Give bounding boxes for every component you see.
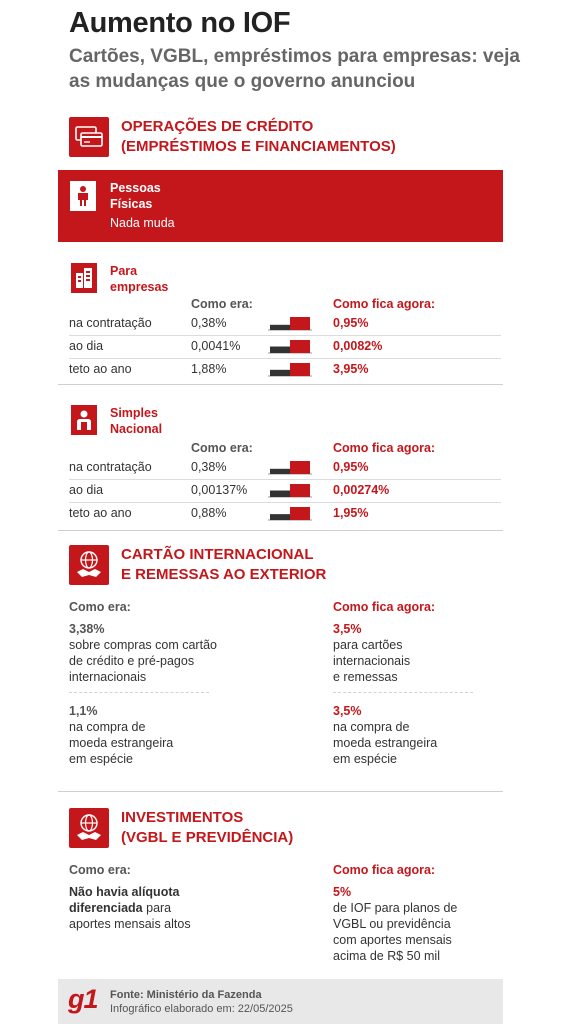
pf-text: Nada muda (110, 216, 175, 230)
card-before-text: em espécie (69, 752, 133, 766)
row-label: teto ao ano (69, 362, 132, 376)
footer-source: Fonte: Ministério da Fazenda (110, 989, 262, 1001)
after-bar (290, 507, 310, 520)
row-label: na contratação (69, 316, 152, 330)
invest-col-before: Como era: (69, 863, 131, 877)
row-label: na contratação (69, 460, 152, 474)
dashed-divider (69, 692, 209, 693)
comparison-bars (268, 314, 314, 332)
invest-before-bold: diferenciada (69, 901, 143, 915)
invest-before-text: Não havia alíquota (69, 885, 180, 899)
g1-logo: g1 (68, 984, 98, 1014)
comparison-bars (268, 481, 314, 499)
row-divider (69, 479, 501, 480)
divider (58, 530, 503, 531)
card-before-1 (69, 599, 217, 685)
row-divider (69, 335, 501, 336)
after-bar (290, 340, 310, 353)
invest-after-text: VGBL ou previdência (333, 917, 451, 931)
person-icon (70, 181, 96, 211)
comparison-bars (268, 504, 314, 522)
card-before-text: na compra de (69, 720, 146, 734)
invest-after-text: acima de R$ 50 mil (333, 949, 440, 963)
credit-section-title-1: OPERAÇÕES DE CRÉDITO (121, 118, 314, 135)
invest-col-after: Como fica agora: (333, 863, 436, 877)
row-label: ao dia (69, 483, 104, 497)
table-row (69, 481, 509, 501)
card-before-text: moeda estrangeira (69, 736, 174, 750)
card-after-1 (333, 599, 435, 685)
shop-icon (71, 405, 97, 435)
table-row (69, 458, 509, 478)
simples-title-2: Nacional (110, 422, 163, 436)
footer-credit: Infográfico elaborado em: 22/05/2025 (110, 1003, 293, 1015)
divider (58, 791, 503, 792)
row-label: teto ao ano (69, 506, 132, 520)
invest-section-title-1: INVESTIMENTOS (121, 809, 244, 826)
before-bar (270, 370, 290, 376)
card-before-value-2: 1,1% (69, 704, 98, 718)
invest-section-header (69, 808, 293, 848)
invest-after (333, 862, 457, 964)
table-row (69, 314, 509, 334)
credit-card-icon (69, 117, 109, 157)
comparison-bars (268, 337, 314, 355)
before-value: 0,0041% (191, 339, 241, 353)
before-value: 1,88% (191, 362, 227, 376)
card-after-text: e remessas (333, 670, 398, 684)
row-divider (69, 502, 501, 503)
empresas-title-2: empresas (110, 280, 169, 294)
pf-title-1: Pessoas (110, 181, 161, 195)
card-before-2 (69, 703, 173, 767)
table-row (69, 337, 509, 357)
invest-before-text: aportes mensais altos (69, 917, 191, 931)
before-bar (270, 325, 290, 330)
card-before-value-1: 3,38% (69, 622, 105, 636)
card-after-text: na compra de (333, 720, 410, 734)
card-after-text: em espécie (333, 752, 397, 766)
card-after-text: internacionais (333, 654, 411, 668)
globe-handshake-icon (69, 808, 109, 848)
card-section-title-2: E REMESSAS AO EXTERIOR (121, 566, 327, 583)
after-value: 0,95% (333, 316, 369, 330)
pessoas-fisicas-box (58, 170, 503, 242)
card-col-after: Como fica agora: (333, 600, 436, 614)
card-before-text: sobre compras com cartão (69, 638, 217, 652)
before-bar (270, 347, 290, 354)
empresas-col-before: Como era: (191, 297, 253, 311)
card-before-text: internacionais (69, 670, 147, 684)
before-value: 0,38% (191, 316, 227, 330)
after-value: 1,95% (333, 506, 369, 520)
empresas-title-1: Para (110, 264, 138, 278)
credit-section-title-2: (EMPRÉSTIMOS E FINANCIAMENTOS) (121, 138, 396, 155)
card-before-text: de crédito e pré-pagos (69, 654, 195, 668)
invest-before (69, 862, 191, 932)
before-value: 0,38% (191, 460, 227, 474)
comparison-bars (268, 458, 314, 476)
simples-col-after: Como fica agora: (333, 441, 436, 455)
page-title: Aumento no IOF (69, 7, 291, 39)
after-bar (290, 484, 310, 497)
invest-after-text: com aportes mensais (333, 933, 452, 947)
card-after-value-1: 3,5% (333, 622, 362, 636)
invest-before-rest: para (142, 901, 172, 915)
pf-title-2: Físicas (110, 197, 153, 211)
table-row (69, 360, 509, 380)
before-value: 0,88% (191, 506, 227, 520)
invest-section-title-2: (VGBL E PREVIDÊNCIA) (121, 829, 294, 846)
after-value: 0,0082% (333, 339, 383, 353)
after-bar (290, 317, 310, 330)
credit-section-header (69, 117, 396, 157)
row-label: ao dia (69, 339, 104, 353)
before-bar (270, 491, 290, 498)
card-after-value-2: 3,5% (333, 704, 362, 718)
empresas-col-after: Como fica agora: (333, 297, 436, 311)
card-after-text: moeda estrangeira (333, 736, 438, 750)
after-bar (290, 363, 310, 376)
row-divider (69, 358, 501, 359)
simples-title-1: Simples (110, 406, 158, 420)
dashed-divider (333, 692, 473, 693)
page-subtitle: Cartões, VGBL, empréstimos para empresas: veja as mudanças que o governo anunciou (69, 46, 520, 92)
table-row (69, 504, 509, 524)
after-value: 3,95% (333, 362, 369, 376)
footer (58, 979, 503, 1024)
building-icon (71, 263, 97, 293)
before-value: 0,00137% (191, 483, 248, 497)
after-bar (290, 461, 310, 474)
after-value: 0,95% (333, 460, 369, 474)
card-after-2 (333, 703, 437, 767)
after-value: 0,00274% (333, 483, 390, 497)
card-section-title-1: CARTÃO INTERNACIONAL (121, 546, 314, 563)
invest-after-value: 5% (333, 885, 352, 899)
globe-handshake-icon (69, 545, 109, 585)
before-bar (270, 514, 290, 520)
before-bar (270, 469, 290, 474)
card-section-header (69, 545, 326, 585)
divider (58, 384, 503, 385)
simples-col-before: Como era: (191, 441, 253, 455)
invest-after-text: de IOF para planos de (333, 901, 458, 915)
card-after-text: para cartões (333, 638, 403, 652)
comparison-bars (268, 360, 314, 378)
card-col-before: Como era: (69, 600, 131, 614)
